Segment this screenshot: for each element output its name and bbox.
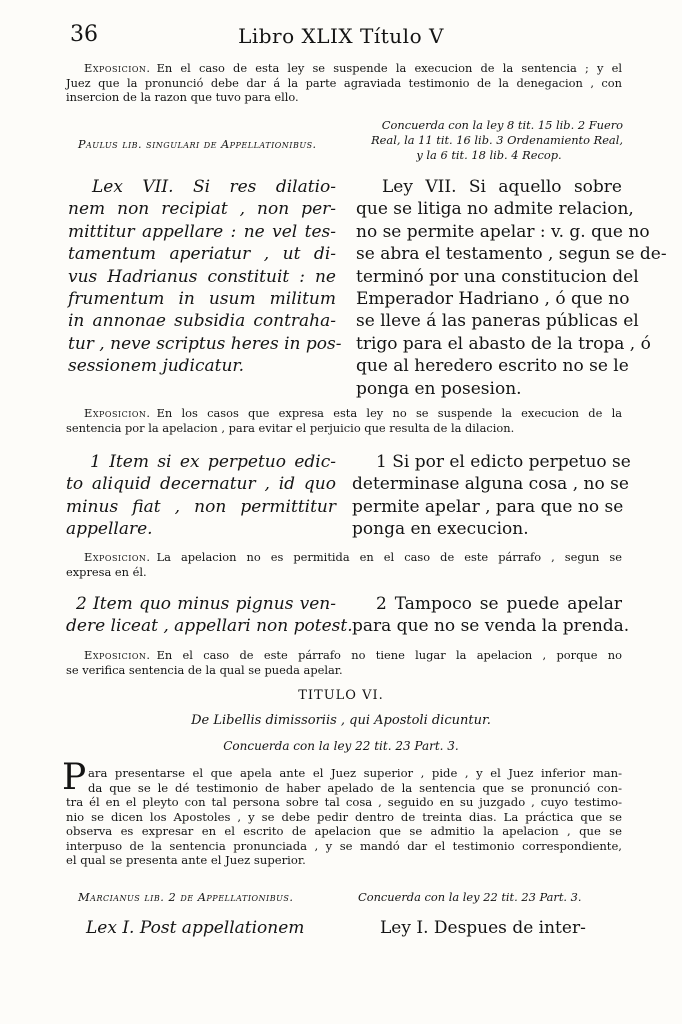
exposicion-2 [66, 406, 622, 435]
latin-line: tur , neve scriptus heres in pos- [68, 333, 342, 354]
spanish-line: que al heredero escrito no se le [356, 356, 629, 377]
lex1-spanish-start: Ley I. Despues de inter- [380, 918, 586, 938]
spanish-line: ponga en execucion. [352, 519, 529, 540]
spanish-line: 2 Tampoco se puede apelar [376, 594, 622, 614]
par1-latin-column [66, 451, 336, 541]
titulo-heading: TITULO VI. [298, 688, 384, 703]
latin-line: in annonae subsidia contraha- [68, 311, 336, 332]
spanish-line: se lleve á las paneras públicas el [356, 311, 639, 332]
par2-spanish-column [352, 593, 630, 638]
spanish-line: que se litiga no admite relacion, [356, 199, 634, 220]
latin-line: mittitur appellare : ne vel tes- [68, 221, 336, 242]
latin-line: Lex VII. Si res dilatio- [92, 177, 336, 197]
latin-line: dere liceat , appellari non potest. [66, 616, 353, 637]
exposicion-line: La apelacion no es permitida en el caso de este párrafo , segun se [156, 550, 622, 564]
exposicion-line: Juez que la pronunció debe dar á la parte agraviada testimonio de la denegacion , con [66, 75, 622, 90]
exposicion-4 [66, 648, 622, 677]
spanish-line: permite apelar , para que no se [352, 496, 624, 517]
titulo-intro [66, 766, 622, 868]
concord-line: y la 6 tit. 18 lib. 4 Recop. [416, 148, 562, 162]
latin-line: tamentum aperiatur , ut di- [68, 244, 336, 265]
intro-line: interpuso de la sentencia pronunciada , y se mandó dar el testimonio correspondiente, [66, 838, 622, 853]
exposicion-1 [66, 61, 622, 105]
running-title: Libro XLIX Título V [238, 24, 444, 48]
exposicion-line: En el caso de esta ley se suspende la execucion de la sentencia ; y el [156, 61, 622, 75]
par2-latin-column [66, 593, 353, 638]
exposicion-line: En el caso de este párrafo no tiene lugar la apelacion , porque no [156, 648, 622, 662]
concord-line: Real, la 11 tit. 16 lib. 3 Ordenamiento Real, [371, 133, 623, 147]
page-number: 36 [70, 22, 98, 47]
exposicion-label: Exposicion. [84, 550, 151, 564]
exposicion-line: expresa en él. [66, 564, 147, 579]
titulo-subtitle: De Libellis dimissoriis , qui Apostoli dicuntur. [191, 713, 491, 728]
exposicion-line: En los casos que expresa esta ley no se suspende la execucion de la [156, 406, 622, 420]
latin-line: to aliquid decernatur , id quo [66, 474, 336, 495]
spanish-line: no se permite apelar : v. g. que no [356, 221, 650, 242]
titulo-concord: Concuerda con la ley 22 tit. 23 Part. 3. [223, 739, 459, 753]
exposicion-label: Exposicion. [84, 648, 151, 662]
latin-line: appellare. [66, 519, 153, 540]
exposicion-line: insercion de la razon que tuvo para ello. [66, 90, 299, 105]
spanish-line: determinase alguna cosa , no se [352, 474, 629, 495]
lex1-concord: Concuerda con la ley 22 tit. 23 Part. 3. [358, 890, 582, 904]
latin-line: 2 Item quo minus pignus ven- [76, 594, 336, 614]
lex1-source [78, 890, 293, 904]
concord-line: Concuerda con la ley 8 tit. 15 lib. 2 Fuero [381, 118, 623, 132]
exposicion-line: sentencia por la apelacion , para evitar el perjuicio que resulta de la dilacion. [66, 420, 515, 435]
lex7-concord [355, 118, 623, 163]
lex7-spanish-column [356, 176, 667, 400]
spanish-line: 1 Si por el edicto perpetuo se [376, 452, 631, 472]
exposicion-line: se verifica sentencia de la qual se pueda apelar. [66, 662, 343, 677]
spanish-line: terminó por una constitucion del [356, 266, 639, 287]
exposicion-label: Exposicion. [84, 61, 151, 75]
lex1-latin-start: Lex I. Post appellationem [86, 918, 305, 938]
exposicion-label: Exposicion. [84, 406, 151, 420]
intro-line: ara presentarse el que apela ante el Juez superior , pide , y el Juez inferior man- [88, 766, 622, 780]
par1-spanish-column [352, 451, 631, 541]
lex7-latin-column [68, 176, 342, 378]
latin-line: frumentum in usum militum [68, 289, 336, 310]
latin-line: vus Hadrianus constituit : ne [68, 266, 336, 287]
intro-line: da que se le dé testimonio de haber apelado de la sentencia que se pronunció con- [88, 780, 622, 795]
latin-line: sessionem judicatur. [68, 356, 245, 377]
spanish-line: trigo para el abasto de la tropa , ó [356, 333, 651, 354]
spanish-line: ponga en posesion. [356, 378, 522, 399]
drop-cap: P [62, 757, 87, 798]
intro-line: nio se dicen los Apostoles , y se debe pedir dentro de treinta dias. La práctica que se [66, 809, 622, 824]
intro-line: observa es expresar en el escrito de apelacion que se admitio la apelacion , que se [66, 824, 622, 838]
lex1-source-text: Marcianus lib. 2 de Appellationibus. [78, 890, 294, 904]
intro-line: el qual se presenta ante el Juez superior. [66, 853, 306, 867]
spanish-line: Ley VII. Si aquello sobre [382, 177, 622, 197]
spanish-line: para que no se venda la prenda. [352, 616, 630, 637]
latin-line: minus fiat , non permittitur [66, 496, 336, 517]
intro-line: tra él en el pleyto con tal persona sobre tal cosa , seguido en su juzgado , cuyo testimo- [66, 795, 622, 809]
spanish-line: Emperador Hadriano , ó que no [356, 289, 630, 310]
latin-line: nem non recipiat , non per- [68, 199, 336, 220]
latin-line: 1 Item si ex perpetuo edic- [90, 452, 336, 472]
spanish-line: se abra el testamento , segun se de- [356, 244, 667, 265]
lex7-source [78, 138, 317, 151]
exposicion-3 [66, 550, 622, 579]
lex7-source-text: Paulus lib. singulari de Appellationibus. [78, 138, 317, 151]
